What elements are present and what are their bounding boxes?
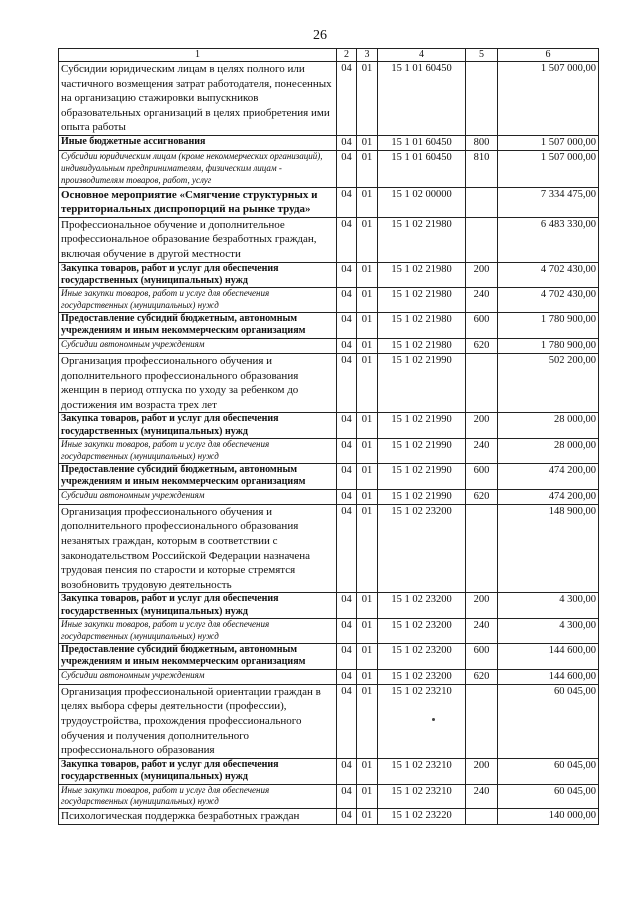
row-subsection: 01: [357, 151, 378, 187]
row-expense-type: [466, 504, 498, 593]
row-section: 04: [337, 62, 357, 136]
row-subsection: 01: [357, 619, 378, 644]
row-expense-type: 240: [466, 619, 498, 644]
table-row: [59, 413, 599, 439]
row-expense-type: 620: [466, 669, 498, 684]
table-row: [59, 135, 599, 150]
row-target-code: 15 1 02 21990: [378, 413, 466, 439]
row-name: Иные закупки товаров, работ и услуг для обеспечения государственных (муниципальных) нужд: [59, 439, 337, 464]
table-row: [59, 784, 599, 809]
row-target-code: 15 1 02 21980: [378, 288, 466, 313]
row-subsection: 01: [357, 413, 378, 439]
row-section: 04: [337, 187, 357, 217]
row-name: Психологическая поддержка безработных граждан: [59, 809, 337, 825]
row-subsection: 01: [357, 758, 378, 784]
table-row: [59, 463, 599, 489]
row-expense-type: 200: [466, 413, 498, 439]
row-target-code: 15 1 02 23210: [378, 758, 466, 784]
row-name: Иные закупки товаров, работ и услуг для обеспечения государственных (муниципальных) нужд: [59, 784, 337, 809]
row-name: Организация профессиональной ориентации граждан в целях выбора сферы деятельности (профессии), трудоустройства, прохождения профессионального обучения и получения дополнительного профессионального образования: [59, 684, 337, 758]
page-number: 26: [313, 28, 327, 43]
row-subsection: 01: [357, 643, 378, 669]
row-target-code: 15 1 02 23200: [378, 619, 466, 644]
row-expense-type: 620: [466, 338, 498, 353]
row-name: Предоставление субсидий бюджетным, автономным учреждениям и иным некоммерческим организациям: [59, 643, 337, 669]
row-name: Субсидии юридическим лицам в целях полного или частичного возмещения затрат работодателя, понесенных на организацию стажировки выпускников образовательных организаций в целях приобретения ими опыта работы: [59, 62, 337, 136]
budget-table: [58, 48, 599, 825]
row-expense-type: 240: [466, 439, 498, 464]
row-target-code: 15 1 02 21990: [378, 463, 466, 489]
row-target-code: 15 1 02 21980: [378, 262, 466, 288]
row-amount: 1 780 900,00: [498, 312, 599, 338]
row-amount: 60 045,00: [498, 684, 599, 758]
row-target-code: 15 1 02 23200: [378, 504, 466, 593]
margin-dot: [432, 718, 435, 721]
row-name: Субсидии автономным учреждениям: [59, 669, 337, 684]
row-target-code: 15 1 01 60450: [378, 151, 466, 187]
row-section: 04: [337, 353, 357, 412]
column-header: 4: [378, 49, 466, 62]
table-row: [59, 187, 599, 217]
table-row: [59, 593, 599, 619]
row-section: 04: [337, 684, 357, 758]
row-subsection: 01: [357, 809, 378, 825]
table-row: [59, 809, 599, 825]
row-target-code: 15 1 02 23200: [378, 593, 466, 619]
table-row: [59, 619, 599, 644]
row-section: 04: [337, 669, 357, 684]
column-header: 5: [466, 49, 498, 62]
row-target-code: 15 1 02 23210: [378, 784, 466, 809]
row-target-code: 15 1 02 21980: [378, 217, 466, 262]
row-expense-type: 200: [466, 262, 498, 288]
row-expense-type: 600: [466, 312, 498, 338]
row-expense-type: [466, 353, 498, 412]
table-row: [59, 338, 599, 353]
row-expense-type: 240: [466, 784, 498, 809]
row-section: 04: [337, 288, 357, 313]
table-row: [59, 353, 599, 412]
row-subsection: 01: [357, 353, 378, 412]
row-name: Организация профессионального обучения и дополнительного профессионального образования женщин в период отпуска по уходу за ребенком до достижения им возраста трех лет: [59, 353, 337, 412]
row-amount: 4 300,00: [498, 593, 599, 619]
row-section: 04: [337, 809, 357, 825]
column-header: 3: [357, 49, 378, 62]
row-expense-type: 600: [466, 463, 498, 489]
row-target-code: 15 1 02 21980: [378, 338, 466, 353]
row-name: Предоставление субсидий бюджетным, автономным учреждениям и иным некоммерческим организациям: [59, 312, 337, 338]
row-amount: 60 045,00: [498, 758, 599, 784]
table-row: [59, 504, 599, 593]
row-target-code: 15 1 02 23200: [378, 669, 466, 684]
row-amount: 28 000,00: [498, 413, 599, 439]
row-section: 04: [337, 151, 357, 187]
row-section: 04: [337, 593, 357, 619]
row-section: 04: [337, 135, 357, 150]
row-name: Иные закупки товаров, работ и услуг для обеспечения государственных (муниципальных) нужд: [59, 619, 337, 644]
row-target-code: 15 1 02 23220: [378, 809, 466, 825]
row-subsection: 01: [357, 338, 378, 353]
table-row: [59, 489, 599, 504]
row-amount: 4 702 430,00: [498, 288, 599, 313]
row-target-code: 15 1 02 23210: [378, 684, 466, 758]
row-name: Организация профессионального обучения и дополнительного профессионального образования незанятых граждан, которым в соответствии с законодательством Российской Федерации назначена трудовая пенсия по старости и которые стремятся возобновить трудовую деятельность: [59, 504, 337, 593]
row-amount: 28 000,00: [498, 439, 599, 464]
row-name: Иные закупки товаров, работ и услуг для обеспечения государственных (муниципальных) нужд: [59, 288, 337, 313]
row-subsection: 01: [357, 593, 378, 619]
table-row: [59, 684, 599, 758]
row-amount: 474 200,00: [498, 463, 599, 489]
table-row: [59, 151, 599, 187]
row-section: 04: [337, 504, 357, 593]
row-amount: 4 300,00: [498, 619, 599, 644]
row-subsection: 01: [357, 684, 378, 758]
row-target-code: 15 1 02 21990: [378, 353, 466, 412]
row-amount: 1 507 000,00: [498, 62, 599, 136]
table-row: [59, 312, 599, 338]
row-amount: 502 200,00: [498, 353, 599, 412]
row-section: 04: [337, 217, 357, 262]
row-expense-type: [466, 187, 498, 217]
row-amount: 144 600,00: [498, 643, 599, 669]
row-section: 04: [337, 643, 357, 669]
column-header: 2: [337, 49, 357, 62]
row-expense-type: [466, 217, 498, 262]
row-expense-type: 620: [466, 489, 498, 504]
row-expense-type: [466, 809, 498, 825]
table-row: [59, 643, 599, 669]
row-expense-type: [466, 62, 498, 136]
row-subsection: 01: [357, 135, 378, 150]
table-row: [59, 62, 599, 136]
row-subsection: 01: [357, 288, 378, 313]
row-amount: 1 507 000,00: [498, 151, 599, 187]
row-name: Иные бюджетные ассигнования: [59, 135, 337, 150]
table-row: [59, 262, 599, 288]
row-name: Субсидии юридическим лицам (кроме некоммерческих организаций), индивидуальным предпринимателям, физическим лицам - производителям товаров, работ, услуг: [59, 151, 337, 187]
row-amount: 60 045,00: [498, 784, 599, 809]
row-amount: 148 900,00: [498, 504, 599, 593]
row-amount: 474 200,00: [498, 489, 599, 504]
row-name: Закупка товаров, работ и услуг для обеспечения государственных (муниципальных) нужд: [59, 262, 337, 288]
row-section: 04: [337, 312, 357, 338]
row-section: 04: [337, 463, 357, 489]
row-subsection: 01: [357, 463, 378, 489]
table-row: [59, 217, 599, 262]
row-target-code: 15 1 02 00000: [378, 187, 466, 217]
row-section: 04: [337, 489, 357, 504]
row-subsection: 01: [357, 217, 378, 262]
row-subsection: 01: [357, 262, 378, 288]
table-row: [59, 439, 599, 464]
row-subsection: 01: [357, 312, 378, 338]
row-name: Предоставление субсидий бюджетным, автономным учреждениям и иным некоммерческим организациям: [59, 463, 337, 489]
row-name: Закупка товаров, работ и услуг для обеспечения государственных (муниципальных) нужд: [59, 413, 337, 439]
row-subsection: 01: [357, 62, 378, 136]
row-expense-type: 810: [466, 151, 498, 187]
row-amount: 1 507 000,00: [498, 135, 599, 150]
row-name: Закупка товаров, работ и услуг для обеспечения государственных (муниципальных) нужд: [59, 593, 337, 619]
row-subsection: 01: [357, 439, 378, 464]
row-amount: 140 000,00: [498, 809, 599, 825]
row-subsection: 01: [357, 187, 378, 217]
row-name: Субсидии автономным учреждениям: [59, 338, 337, 353]
row-subsection: 01: [357, 784, 378, 809]
row-section: 04: [337, 784, 357, 809]
row-amount: 6 483 330,00: [498, 217, 599, 262]
row-subsection: 01: [357, 489, 378, 504]
column-header: 1: [59, 49, 337, 62]
row-target-code: 15 1 02 21990: [378, 439, 466, 464]
row-name: Субсидии автономным учреждениям: [59, 489, 337, 504]
row-subsection: 01: [357, 504, 378, 593]
row-expense-type: [466, 684, 498, 758]
table-row: [59, 288, 599, 313]
row-amount: 7 334 475,00: [498, 187, 599, 217]
row-section: 04: [337, 439, 357, 464]
row-expense-type: 200: [466, 758, 498, 784]
row-target-code: 15 1 01 60450: [378, 135, 466, 150]
row-name: Основное мероприятие «Смягчение структурных и территориальных диспропорций на рынке труда»: [59, 187, 337, 217]
row-expense-type: 240: [466, 288, 498, 313]
column-header: 6: [498, 49, 599, 62]
row-target-code: 15 1 01 60450: [378, 62, 466, 136]
table-header-row: [59, 49, 599, 62]
row-target-code: 15 1 02 23200: [378, 643, 466, 669]
row-section: 04: [337, 758, 357, 784]
row-amount: 1 780 900,00: [498, 338, 599, 353]
row-target-code: 15 1 02 21990: [378, 489, 466, 504]
row-amount: 144 600,00: [498, 669, 599, 684]
table-row: [59, 669, 599, 684]
row-name: Закупка товаров, работ и услуг для обеспечения государственных (муниципальных) нужд: [59, 758, 337, 784]
row-expense-type: 600: [466, 643, 498, 669]
row-amount: 4 702 430,00: [498, 262, 599, 288]
row-name: Профессиональное обучение и дополнительное профессиональное образование безработных граждан, включая обучение в другой местности: [59, 217, 337, 262]
row-subsection: 01: [357, 669, 378, 684]
row-section: 04: [337, 338, 357, 353]
row-expense-type: 800: [466, 135, 498, 150]
row-section: 04: [337, 619, 357, 644]
table-row: [59, 758, 599, 784]
row-section: 04: [337, 413, 357, 439]
row-section: 04: [337, 262, 357, 288]
row-target-code: 15 1 02 21980: [378, 312, 466, 338]
row-expense-type: 200: [466, 593, 498, 619]
